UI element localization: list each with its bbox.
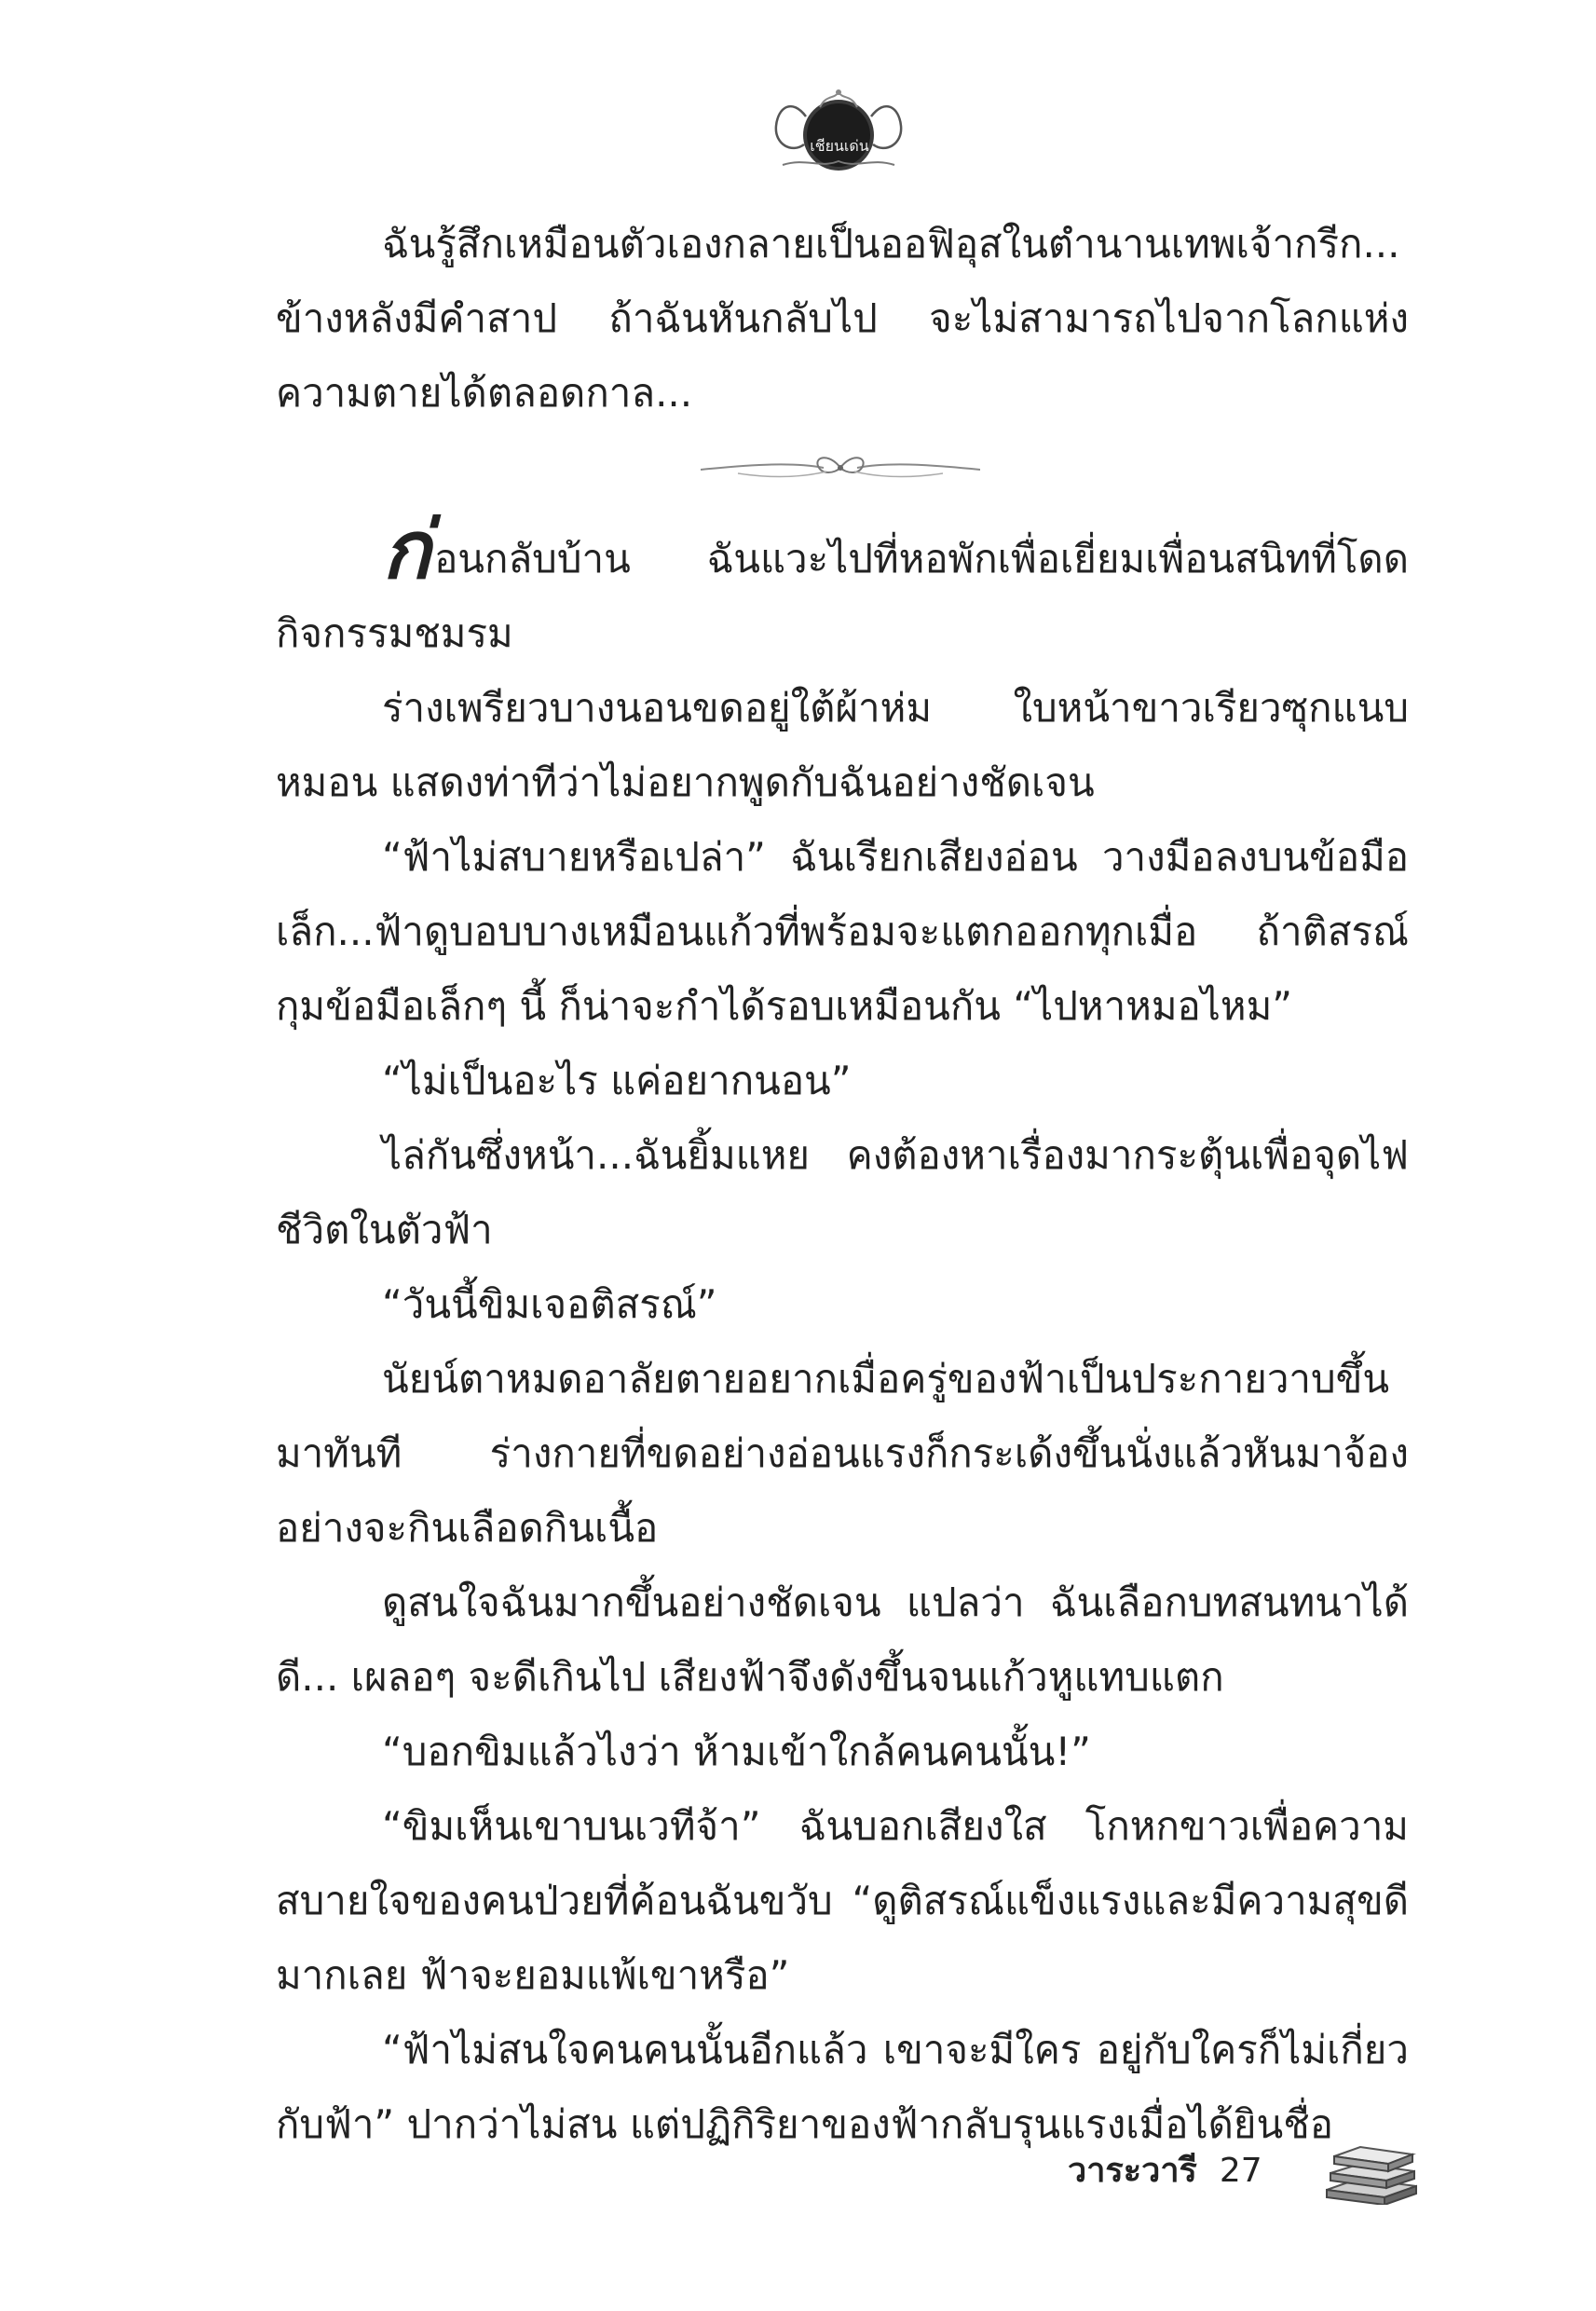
dropcap-paragraph-text: อนกลับบ้าน ฉันแวะไปที่หอพักเพื่อเยี่ยมเพื่อนสนิทที่โดดกิจกรรมชมรม [276, 536, 1409, 656]
paragraph: “ไม่เป็นอะไร แค่อยากนอน” [382, 1058, 852, 1103]
logo-text: เชียนเด่น [810, 137, 869, 155]
book-title: วาระวารี [1068, 2152, 1197, 2190]
drop-cap: ก่ [382, 504, 431, 597]
paragraph: ร่างเพรียวบางนอนขดอยู่ใต้ผ้าห่ม ใบหน้าขาวเรียวซุกแนบหมอน แสดงท่าทีว่าไม่อยากพูดกับฉันอย่างชัดเจน [276, 685, 1409, 805]
publisher-logo [769, 79, 908, 182]
paragraph: นัยน์ตาหมดอาลัยตายอยากเมื่อครู่ของฟ้าเป็นประกายวาบขึ้นมาทันที ร่างกายที่ขดอย่างอ่อนแรงก็กระเด้งขึ้นนั่งแล้วหันมาจ้องอย่างจะกินเลือดกินเนื้อ [276, 1356, 1409, 1551]
paragraph: “ฟ้าไม่สบายหรือเปล่า” ฉันเรียกเสียงอ่อน วางมือลงบนข้อมือเล็ก...ฟ้าดูบอบบางเหมือนแก้วที่พร้อมจะแตกออกทุกเมื่อ ถ้าติสรณ์กุมข้อมือเล็กๆ นี้ ก็น่าจะกำได้รอบเหมือนกัน “ไปหาหมอไหม” [276, 834, 1409, 1029]
paragraph: ไล่กันซึ่งหน้า...ฉันยิ้มแหย คงต้องหาเรื่องมากระตุ้นเพื่อจุดไฟชีวิตในตัวฟ้า [276, 1132, 1409, 1252]
body-text [276, 207, 1409, 2162]
paragraph: ฉันรู้สึกเหมือนตัวเองกลายเป็นออฟิอุสในตำนานเทพเจ้ากรีก... ข้างหลังมีคำสาป ถ้าฉันหันกลับไป จะไม่สามารถไปจากโลกแห่งความตายได้ตลอดกาล... [276, 221, 1409, 416]
section-divider [276, 431, 1409, 520]
paragraph: “ฟ้าไม่สนใจคนคนนั้นอีกแล้ว เขาจะมีใคร อยู่กับใครก็ไม่เกี่ยวกับฟ้า” ปากว่าไม่สน แต่ปฏิกิริยาของฟ้ากลับรุนแรงเมื่อได้ยินชื่อ [276, 2027, 1409, 2147]
paragraph: ดูสนใจฉันมากขึ้นอย่างชัดเจน แปลว่า ฉันเลือกบทสนทนาได้ดี... เผลอๆ จะดีเกินไป เสียงฟ้าจึงดังขึ้นจนแก้วหูแทบแตก [276, 1579, 1409, 1700]
book-stack-icon [1319, 2136, 1422, 2208]
ornament-icon [701, 449, 980, 486]
page-number: 27 [1219, 2152, 1262, 2190]
paragraph: “วันนี้ขิมเจอติสรณ์” [382, 1281, 717, 1327]
page-footer [1068, 2143, 1262, 2199]
paragraph: “บอกขิมแล้วไงว่า ห้ามเข้าใกล้คนคนนั้น!” [382, 1729, 1091, 1774]
dropcap-paragraph [276, 504, 1409, 671]
paragraph: “ขิมเห็นเขาบนเวทีจ้า” ฉันบอกเสียงใส โกหกขาวเพื่อความสบายใจของคนป่วยที่ค้อนฉันขวับ “ดูติสรณ์แข็งแรงและมีความสุขดีมากเลย ฟ้าจะยอมแพ้เขาหรือ” [276, 1803, 1409, 1998]
logo-emblem-icon [769, 79, 908, 182]
